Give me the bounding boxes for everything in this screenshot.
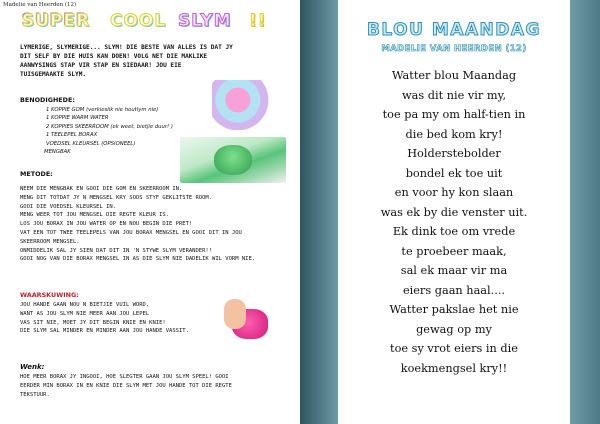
poem-author: MADELIE VAN HEERDEN (12) [381,44,527,54]
poem-line: toe pa my om half-tien in [382,108,526,121]
ingredient-item: MENGBAK [44,149,71,156]
ingredient-item: 2 KOPPIES SKEERROOM (ek weet, bietjie duur! ) [46,123,173,130]
metode-heading: METODE: [20,170,53,178]
right-page [338,0,570,424]
poem-line: sal ek maar vir ma [400,264,508,277]
method-line: ONMIDDELIK SAL JY SIEN DAT DIT IN 'N STYWE SLYM VERANDER!! [20,247,213,254]
method-line: VAT EEN TOT TWEE TEELEPELS VAN JOU BORAX MENGSEL EN GOOI DIT IN JOU [20,229,242,236]
poem-line: was dit nie vir my, [401,88,507,102]
slime-photo-pastel [212,80,286,130]
poem-line: gewag op my [416,322,492,336]
benodighede-heading: BENODIGHEDE: [20,96,75,104]
intro-line: TUISGEMAAKTE SLYM. [20,71,87,78]
ingredient-item: 1 KOPPIE WARM WATER [46,115,109,122]
poem-line: toe sy vrot eiers in die [390,342,518,355]
title-word: !! [249,11,267,31]
method-line: SKEERROOM MENGSEL. [20,238,80,245]
method-steps [20,185,288,264]
intro-paragraph [20,43,282,79]
warning-text [20,301,220,336]
tip-line: TEKSTUUR. [20,391,50,398]
tip-line: HOE MEER BORAX JY INGOOI, HOE SLEGTER GAAN JOU SLYM SPEEL! GOOI [20,374,229,380]
wenk-heading: Wenk: [20,363,45,371]
warning-line: DIE SLYM SAL MINDER EN MINDER AAN JOU HANDE VASSIT. [20,328,189,335]
intro-line: AANWYSINGS STAP VIR STAP EN SIEDAAR! JOU EIE [20,62,182,69]
slime-photo-green [180,137,286,183]
poem-line: en voor hy kon slaan [394,186,514,199]
intro-line: DIT SELF BY DIE HUIS KAN DOEN! VOLG NET DIE MAKLIKE [20,53,208,60]
poem-line: koekmengsel kry!! [400,361,508,375]
poem-line: Watter blou Maandag [391,69,517,82]
method-line: GOOI NOG VAN DIE BORAX MENGSEL IN AS DIE SLYM NIE DADELIK WIL VORM NIE. [20,256,256,263]
tip-line: EERDER MIN BORAX IN EN KNIE DIE SLYM MET JOU HANDE TOT DIE REGTE [20,382,232,389]
poem-body [338,66,570,378]
intro-line: LYMERIGE, SLYMERIGE... SLYM! DIE BESTE VAN ALLES IS DAT JY [20,44,233,51]
poem-line: bondel ek toe uit [405,166,503,180]
ingredient-item: VOEDSEL KLEURSEL (OPSIONEEL) [46,140,136,147]
poem-line: Holderstebolder [407,147,501,160]
title-word: SLYM [178,11,232,31]
page-edge-shadow [570,0,600,424]
method-line: MENG DIT TOTDAT JY N MENGSEL KRY SOOS STYF GEKLITSTE ROOM. [20,194,213,201]
warning-line: JOU HANDE GAAN NOU N BIETJIE VUIL WORD, [20,302,150,308]
page-gutter-shadow [300,0,338,424]
ingredient-item: 1 TEELEPEL BORAX [46,132,98,139]
method-line: NEEM DIE MENGBAK EN GOOI DIE GOM EN SKEERROOM IN. [20,186,183,192]
poem-line: was ek by die venster uit. [380,205,528,219]
slime-photo-pink-hand [218,297,276,347]
author-label: Madelie van Heerden (12) [3,2,77,8]
method-line: GOOI DIE VOEDSEL KLEURSEL IN. [20,203,117,210]
warning-line: WANT AS JOU SLYM NIE MEER AAN JOU LEPEL [20,310,150,317]
warning-line: VAS SIT NIE, MOET JY DIT BEGIN KNIE EN KNIE! [20,319,166,326]
recipe-title [22,11,282,37]
poem-line: te proebeer maak, [401,244,507,258]
tip-text [20,373,288,399]
title-word: COOL [110,11,167,31]
poem-line: Watter pakslae het nie [389,303,519,316]
method-line: LOS JOU BORAX IN JOU WATER OP EN NOU BEGIN DIE PRET! [20,221,193,228]
title-word: SUPER [22,11,91,31]
poem-title: BLOU MAANDAG [366,20,542,40]
poem-line: eiers gaan haal.... [402,283,506,297]
poem-line: die bed kom kry! [405,127,503,141]
method-line: MENG WEER TOT JOU MENGSEL DIE REGTE KLEUR IS. [20,212,170,219]
poem-line: Ek dink toe om vrede [392,225,516,238]
waarskuwing-heading: WAARSKUWING: [20,291,79,299]
ingredient-item: 1 KOPPIE GOM (verkieslik nie houtlym nie) [46,107,159,113]
